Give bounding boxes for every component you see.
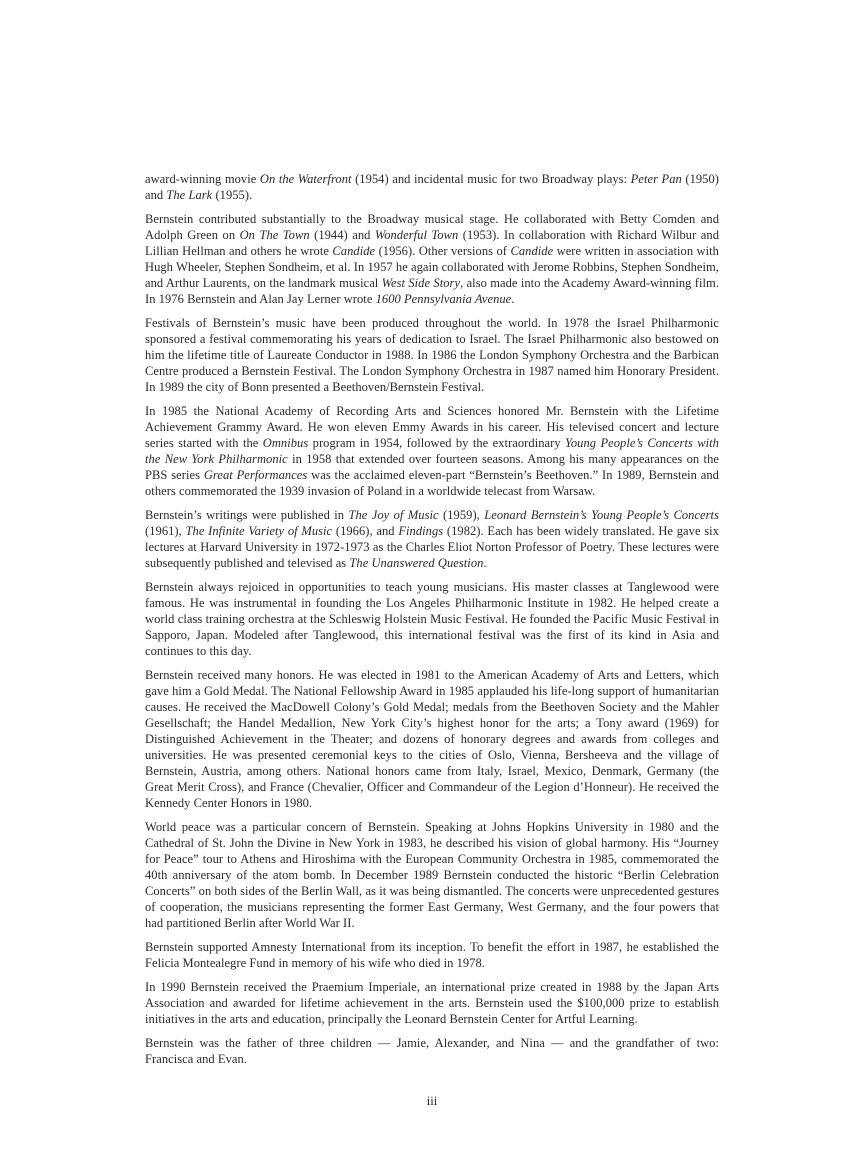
text-run: (1950) and [145, 172, 719, 202]
italic-text-run: The Lark [166, 188, 213, 202]
italic-text-run: Candide [510, 244, 554, 258]
italic-text-run: Omnibus [262, 436, 309, 450]
italic-text-run: On The Town [239, 228, 310, 242]
text-run: Bernstein supported Amnesty International from its inception. To benefit the effort in 1987, he established the Felicia Montealegre Fund in memory of his wife who died in 1978. [145, 940, 719, 970]
italic-text-run: The Joy of Music [348, 508, 439, 522]
text-run: award-winning movie [145, 172, 260, 186]
page-number: iii [426, 1094, 438, 1108]
text-run: World peace was a particular concern of Bernstein. Speaking at Johns Hopkins University in 1980 and the Cathedral of St. John the Divine in New York in 1983, he described his vision of global harmony. His “Journey for Peace” tour to Athens and Hiroshima with the European Community Orchestra in 1985, commemorated the 40th anniversary of the atom bomb. In December 1989 Bernstein conducted the historic “Berlin Celebration Concerts” on both sides of the Berlin Wall, as it was being dismantled. The concerts were unprecedented gestures of cooperation, the musicians representing the former East Germany, West Germany, and the four powers that had partitioned Berlin after World War II. [145, 820, 719, 930]
text-run: . [511, 292, 515, 306]
text-run: was the acclaimed eleven-part “Bernstein’s Beethoven.” In 1989, Bernstein and others commemorated the 1939 invasion of Poland in a worldwide telecast from Warsaw. [145, 468, 719, 498]
text-run: (1966), and [332, 524, 399, 538]
text-run: Bernstein’s writings were published in [145, 508, 349, 522]
italic-text-run: The Unanswered Question [349, 556, 484, 570]
paragraph [145, 1035, 719, 1067]
italic-text-run: 1600 Pennsylvania Avenue [375, 292, 512, 306]
text-run: were written in association with Hugh Wheeler, Stephen Sondheim, et al. In 1957 he again collaborated with Jerome Robbins, Stephen Sondheim, and Arthur Laurents, on the landmark musical [145, 244, 719, 290]
text-run: (1959), [438, 508, 485, 522]
italic-text-run: Candide [332, 244, 376, 258]
text-run: (1954) and incidental music for two Broadway plays: [351, 172, 631, 186]
paragraph [145, 579, 719, 659]
text-run: (1982). Each has been widely translated. He gave six lectures at Harvard University in 1972-1973 as the Charles Eliot Norton Professor of Poetry. These lectures were subsequently published and televised as [145, 524, 719, 570]
paragraph [145, 939, 719, 971]
text-run: Bernstein was the father of three children — Jamie, Alexander, and Nina — and the grandfather of two: Francisca and Evan. [145, 1036, 719, 1066]
text-run: (1944) and [309, 228, 375, 242]
text-run: program in 1954, followed by the extraordinary [308, 436, 566, 450]
text-run: (1956). Other versions of [375, 244, 511, 258]
paragraph [145, 667, 719, 811]
italic-text-run: Leonard Bernstein’s Young People’s Concerts [484, 508, 719, 522]
text-run: (1953). In collaboration with Richard Wilbur and Lillian Hellman and others he wrote [145, 228, 719, 258]
text-run: Bernstein always rejoiced in opportunities to teach young musicians. His master classes at Tanglewood were famous. He was instrumental in founding the Los Angeles Philharmonic Institute in 1982. He helped create a world class training orchestra at the Schleswig Holstein Music Festival. He founded the Pacific Music Festival in Sapporo, Japan. Modeled after Tanglewood, this international festival was the first of its kind in Asia and continues to this day. [145, 580, 719, 658]
text-run: Bernstein received many honors. He was elected in 1981 to the American Academy of Arts and Letters, which gave him a Gold Medal. The National Fellowship Award in 1985 applauded his life-long support of humanitarian causes. He received the MacDowell Colony’s Gold Medal; medals from the Beethoven Society and the Mahler Gesellschaft; the Handel Medallion, New York City’s highest honor for the arts; a Tony award (1969) for Distinguished Achievement in the Theater; and dozens of honorary degrees and awards from colleges and universities. He was presented ceremonial keys to the cities of Oslo, Vienna, Bersheeva and the village of Bernstein, Austria, among others. National honors came from Italy, Israel, Mexico, Denmark, Germany (the Great Merit Cross), and France (Chevalier, Officer and Commandeur of the Legion d’Honneur). He received the Kennedy Center Honors in 1980. [145, 668, 719, 810]
italic-text-run: Peter Pan [630, 172, 682, 186]
document-body [145, 171, 719, 1075]
text-run: (1955). [212, 188, 253, 202]
text-run: Festivals of Bernstein’s music have been produced throughout the world. In 1978 the Israel Philharmonic sponsored a festival commemorating his years of dedication to Israel. The Israel Philharmonic also bestowed on him the lifetime title of Laureate Conductor in 1988. In 1986 the London Symphony Orchestra and the Barbican Centre produced a Bernstein Festival. The London Symphony Orchestra in 1987 named him Honorary President. In 1989 the city of Bonn presented a Beethoven/Bernstein Festival. [145, 316, 719, 394]
paragraph [145, 171, 719, 203]
italic-text-run: The Infinite Variety of Music [185, 524, 333, 538]
paragraph [145, 403, 719, 499]
text-run: In 1990 Bernstein received the Praemium Imperiale, an international prize created in 1988 by the Japan Arts Association and awarded for lifetime achievement in the arts. Bernstein used the $100,000 prize to establish initiatives in the arts and education, principally the Leonard Bernstein Center for Artful Learning. [145, 980, 719, 1026]
italic-text-run: Young People’s Concerts with the New York Philharmonic [145, 436, 719, 466]
italic-text-run: Great Performances [203, 468, 308, 482]
paragraph [145, 979, 719, 1027]
paragraph [145, 507, 719, 571]
text-run: . [483, 556, 487, 570]
text-run: in 1958 that extended over fourteen seasons. Among his many appearances on the PBS series [145, 452, 719, 482]
paragraph [145, 315, 719, 395]
paragraph [145, 819, 719, 931]
text-run: (1961), [145, 524, 186, 538]
italic-text-run: West Side Story [381, 276, 461, 290]
text-run: In 1985 the National Academy of Recording Arts and Sciences honored Mr. Bernstein with the Lifetime Achievement Grammy Award. He won eleven Emmy Awards in his career. His televised concert and lecture series started with the [145, 404, 719, 450]
text-run: Bernstein contributed substantially to the Broadway musical stage. He collaborated with Betty Comden and Adolph Green on [145, 212, 719, 242]
italic-text-run: On the Waterfront [259, 172, 352, 186]
italic-text-run: Wonderful Town [374, 228, 459, 242]
italic-text-run: Findings [398, 524, 444, 538]
text-run: , also made into the Academy Award-winning film. In 1976 Bernstein and Alan Jay Lerner wrote [145, 276, 719, 306]
paragraph [145, 211, 719, 307]
